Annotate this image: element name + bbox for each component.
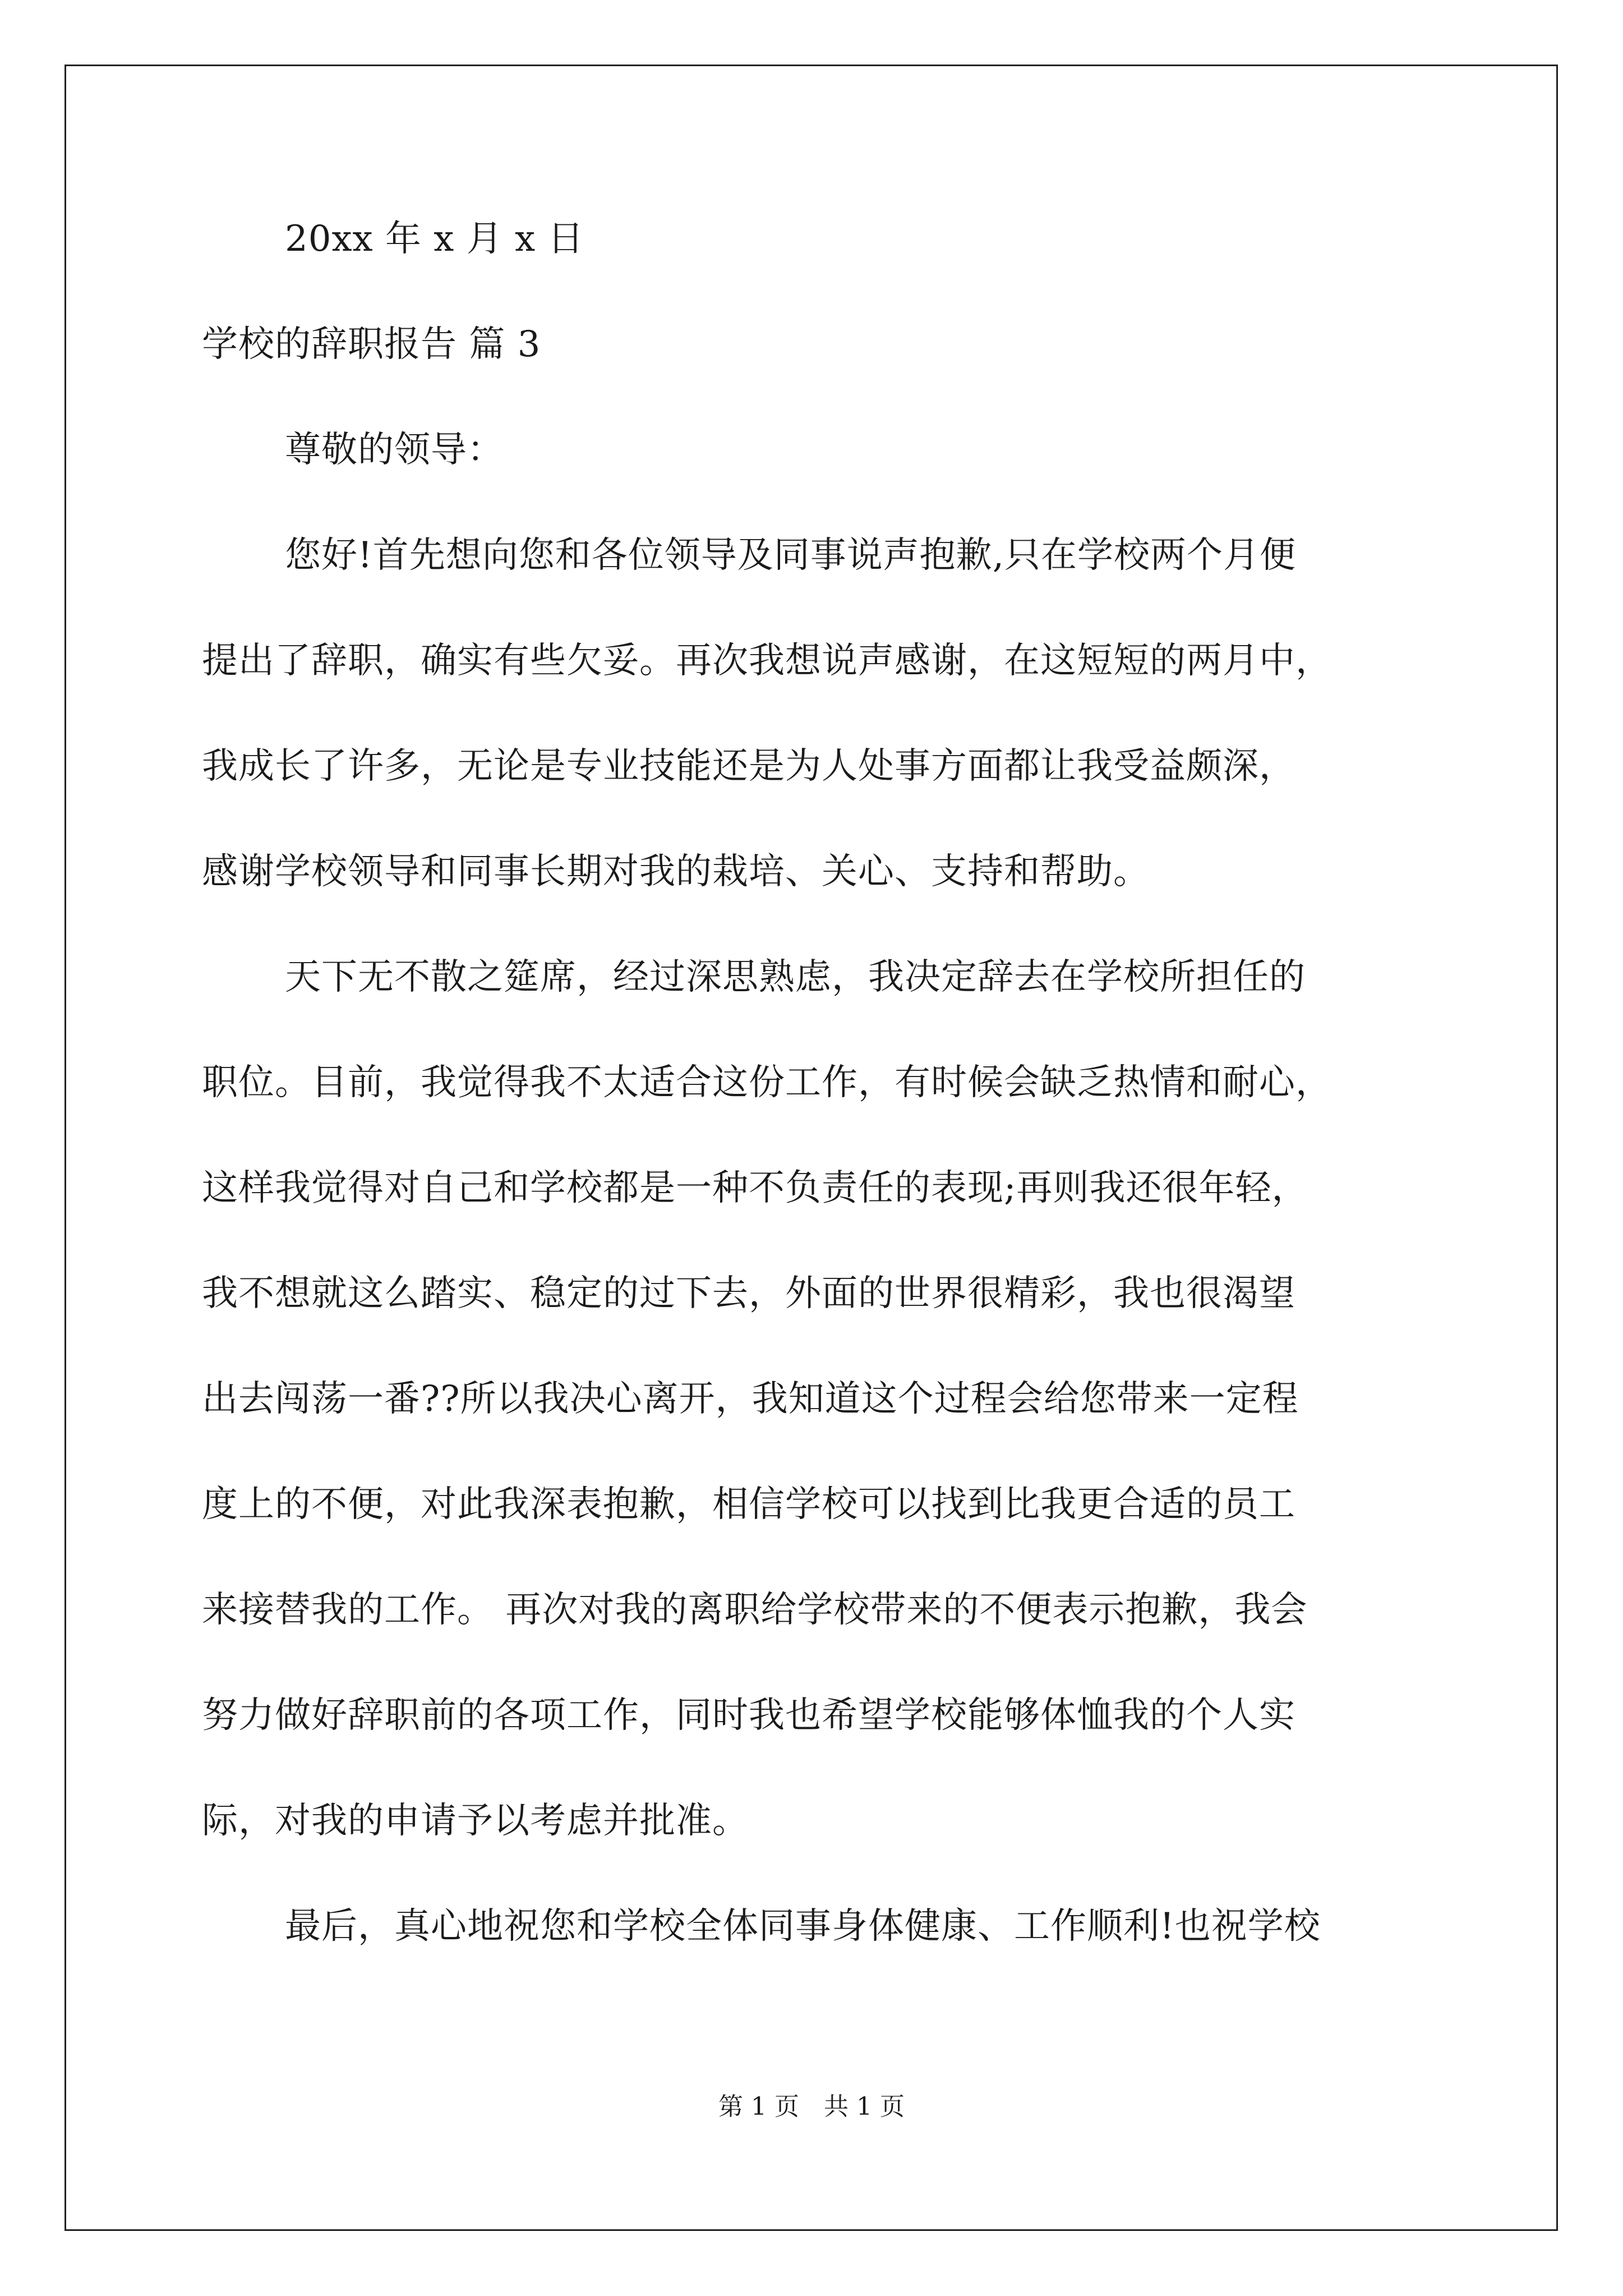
paragraph-line: 我不想就这么踏实、稳定的过下去，外面的世界很精彩，我也很渴望 — [202, 1273, 1295, 1314]
paragraph-line: 最后，真心地祝您和学校全体同事身体健康、工作顺利!也祝学校 — [285, 1906, 1321, 1947]
paragraph-line: 感谢学校领导和同事长期对我的栽培、关心、支持和帮助。 — [202, 851, 1150, 892]
paragraph-line: 您好!首先想向您和各位领导及同事说声抱歉,只在学校两个月便 — [285, 535, 1297, 576]
paragraph-line: 我成长了许多，无论是专业技能还是为人处事方面都让我受益颇深， — [202, 746, 1295, 787]
document-body — [202, 213, 1441, 1952]
paragraph-line: 提出了辞职，确实有些欠妥。再次我想说声感谢，在这短短的两月中， — [202, 640, 1332, 682]
paragraph-line: 这样我觉得对自己和学校都是一种不负责任的表现;再则我还很年轻， — [202, 1167, 1308, 1209]
paragraph — [202, 530, 1441, 898]
paragraph-line: 天下无不散之筵席，经过深思熟虑，我决定辞去在学校所担任的 — [285, 956, 1306, 998]
paragraph-line: 努力做好辞职前的各项工作，同时我也希望学校能够体恤我的个人实 — [202, 1695, 1295, 1736]
paragraph-line: 度上的不便，对此我深表抱歉，相信学校可以找到比我更合适的员工 — [202, 1484, 1295, 1525]
paragraph-line: 职位。目前，我觉得我不太适合这份工作，有时候会缺乏热情和耐心， — [202, 1062, 1332, 1103]
page-footer: 第 1 页 共 1 页 — [718, 2092, 905, 2121]
paragraph — [202, 1901, 1441, 1952]
paragraph-line: 际，对我的申请予以考虑并批准。 — [202, 1800, 749, 1842]
section-title: 学校的辞职报告 篇 3 — [202, 324, 541, 365]
paragraph-line: 来接替我的工作。 再次对我的离职给学校带来的不便表示抱歉，我会 — [202, 1589, 1308, 1631]
date-line: 20xx 年 x 月 x 日 — [285, 218, 584, 260]
salutation: 尊敬的领导： — [285, 429, 504, 471]
paragraph-line: 出去闯荡一番??所以我决心离开，我知道这个过程会给您带来一定程 — [202, 1378, 1299, 1420]
paragraph — [202, 951, 1441, 1847]
